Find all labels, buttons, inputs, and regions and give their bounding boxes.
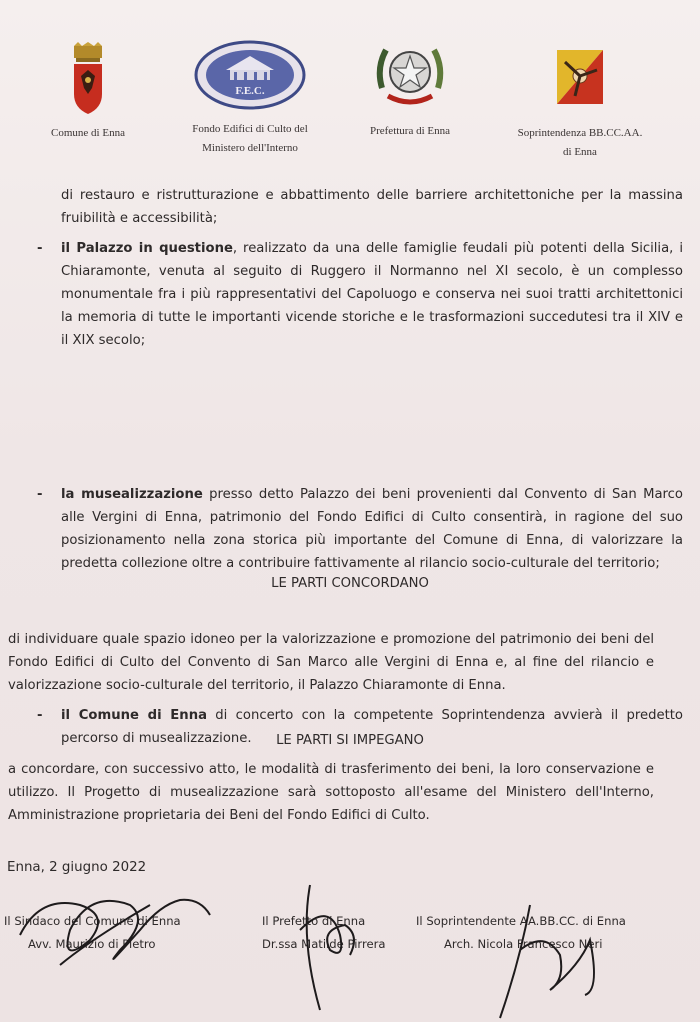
- impegnano-text: a concordare, con successivo atto, le modalità di trasferimento dei beni, la loro conservazione e utilizzo. Il Progetto di musealizzazione sarà sottoposto all'esame del Ministero dell'Interno, Amministrazione proprietaria dei Beni del Fondo Edifici di Culto.: [8, 762, 654, 823]
- bullet-text: , realizzato da una delle famiglie feudali più potenti della Sicilia, i Chiaramonte, venuta al seguito di Ruggero il Normanno nel XI secolo, è un complesso monumentale fra i più rappresentativi del Capoluogo e conserva nei suoi tratti architettonici la memoria di tutte le importanti vicende storiche e le trasformazioni succedutesi tra il XIV e il XIX secolo;: [61, 241, 683, 348]
- italian-republic-emblem-icon: [372, 38, 448, 110]
- logo-caption: [350, 122, 470, 141]
- comune-enna-crest-icon: [68, 42, 108, 116]
- caption-line: di Enna: [563, 146, 597, 158]
- logo-comune-enna: [28, 36, 148, 143]
- caption-line: Prefettura di Enna: [369, 125, 451, 137]
- place-date: Enna, 2 giugno 2022: [7, 860, 147, 875]
- signer-name: Dr.ssa Matilde Pirrera: [262, 937, 386, 951]
- bullet-dash: -: [37, 487, 43, 502]
- bullet-text: presso detto Palazzo dei beni provenienti dal Convento di San Marco alle Vergini di Enna, patrimonio del Fondo Edifici di Culto consentirà, in ragione del suo posizionamento nella zona storica più importante del Comune di Enna, di valorizzare la predetta collezione oltre a contribuire fattivamente al rilancio socio-culturale del territorio;: [61, 487, 683, 571]
- signer-name: Arch. Nicola Francesco Neri: [444, 937, 603, 951]
- bullet-item: [33, 483, 683, 575]
- logo-soprintendenza: [490, 36, 670, 162]
- bullet-dash: -: [37, 241, 43, 256]
- caption-line: Ministero dell'Interno: [202, 142, 298, 154]
- logo-fec: [170, 36, 330, 158]
- logo-caption: [28, 124, 148, 143]
- section-heading: LE PARTI SI IMPEGANO: [276, 733, 424, 748]
- logo-caption: [490, 124, 670, 162]
- letterhead: [0, 36, 700, 166]
- intro-paragraph: [33, 184, 683, 230]
- signer-role: Il Prefetto di Enna: [262, 914, 366, 928]
- fec-seal-icon: [194, 40, 306, 110]
- signature-block-soprintendente: [416, 910, 676, 956]
- concordano-text: di individuare quale spazio idoneo per la valorizzazione e promozione del patrimonio dei beni del Fondo Edifici di Culto del Convento di San Marco alle Vergini di Enna e, al fine del rilancio e valorizzazione socio-culturale del territorio, il Palazzo Chiaramonte di Enna.: [8, 632, 654, 693]
- bullet-bold-lead: il Comune di Enna: [61, 708, 207, 723]
- signer-role: Il Sindaco del Comune di Enna: [4, 914, 181, 928]
- signature-block-sindaco: [4, 910, 214, 956]
- signature-block-prefetto: [262, 910, 412, 956]
- fec-seal-text: F.E.C.: [235, 85, 265, 97]
- logo-prefettura: [350, 36, 470, 141]
- bullet-bold-lead: la musealizzazione: [61, 487, 203, 502]
- bullet-text: di concerto con la competente Soprintendenza avvierà il predetto percorso di musealizzazione.: [61, 708, 683, 746]
- logo-caption: [170, 120, 330, 158]
- impegnano-paragraph: [8, 758, 654, 827]
- concordano-paragraph: [8, 628, 654, 697]
- caption-line: Soprintendenza BB.CC.AA.: [517, 127, 643, 139]
- caption-line: Fondo Edifici di Culto del: [192, 123, 308, 135]
- caption-line: Comune di Enna: [51, 127, 125, 139]
- bullet-bold-lead: il Palazzo in questione: [61, 241, 233, 256]
- signer-name: Avv. Maurizio di Pietro: [28, 937, 156, 951]
- signer-role: Il Soprintendente AA.BB.CC. di Enna: [416, 914, 626, 928]
- bullet-dash: -: [37, 708, 43, 723]
- intro-text: di restauro e ristrutturazione e abbattimento delle barriere architettoniche per la massina fruibilità e accessibilità;: [61, 188, 683, 226]
- bullet-item: [33, 237, 683, 352]
- sicily-trinacria-icon: [557, 50, 603, 104]
- section-heading: LE PARTI CONCORDANO: [271, 576, 429, 591]
